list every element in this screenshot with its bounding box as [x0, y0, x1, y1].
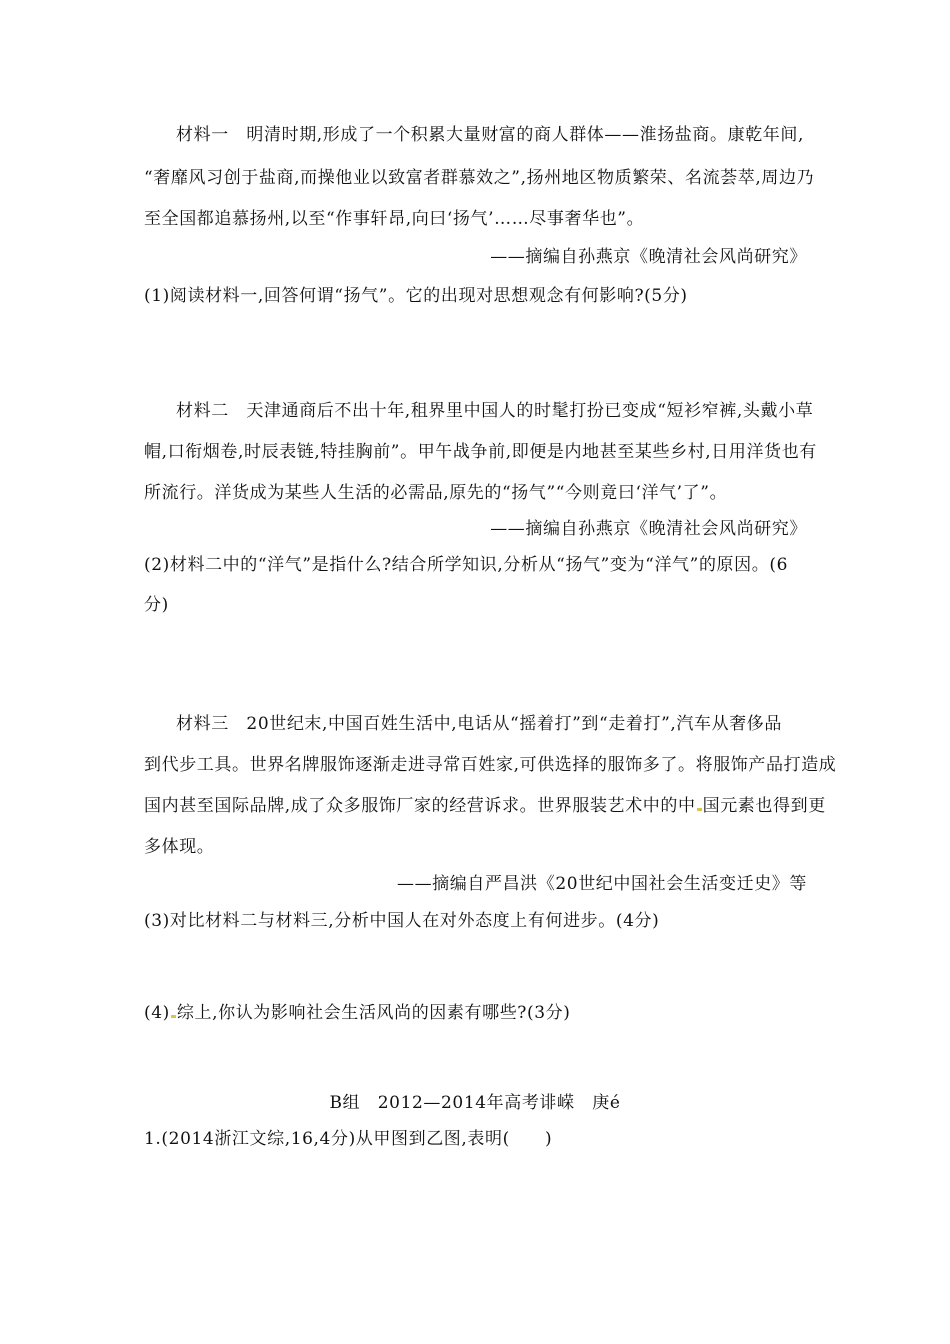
material2-line3: 所流行。洋货成为某些人生活的必需品,原先的“扬气”“今则竟曰‘洋气’了”。: [144, 483, 728, 503]
question3: (3)对比材料二与材料三,分析中国人在对外态度上有何进步。(4分): [144, 911, 660, 931]
material3-line1: 材料三 20世纪末,中国百姓生活中,电话从“摇着打”到“走着打”,汽车从奢侈品: [176, 714, 783, 734]
material3-source: ——摘编自严昌洪《20世纪中国社会生活变迁史》等: [396, 874, 807, 894]
material1-source: ——摘编自孙燕京《晚清社会风尚研究》: [490, 247, 807, 267]
material3-line2: 到代步工具。世界名牌服饰逐渐走进寻常百姓家,可供选择的服饰多了。将服饰产品打造成: [144, 755, 837, 775]
highlight-mark: [171, 1015, 176, 1018]
highlight-mark: [697, 808, 702, 811]
section-b-heading: B组 2012—2014年高考诽嵘 庚é: [329, 1093, 621, 1113]
material3-line3-part1: 国内甚至国际品牌,成了众多服饰厂家的经营诉求。世界服装艺术中的中: [144, 796, 696, 816]
material2-line2: 帽,口衔烟卷,时辰表链,特挂胸前”。甲午战争前,即便是内地甚至某些乡村,日用洋货也有: [144, 442, 817, 462]
question4: [144, 1002, 571, 1024]
question1: (1)阅读材料一,回答何谓“扬气”。它的出现对思想观念有何影响?(5分): [144, 286, 688, 306]
material3-line3-part2: 国元素也得到更: [702, 796, 826, 816]
material2-source: ——摘编自孙燕京《晚清社会风尚研究》: [490, 519, 807, 539]
material1-line2: “奢靡风习创于盐商,而操他业以致富者群慕效之”,扬州地区物质繁荣、名流荟萃,周边乃: [144, 168, 815, 188]
material2-line1: 材料二 天津通商后不出十年,租界里中国人的时髦打扮已变成“短衫窄裤,头戴小草: [176, 401, 814, 421]
question2-line2: 分): [144, 595, 169, 615]
material3-line4: 多体现。: [144, 837, 215, 857]
question4-text: 综上,你认为影响社会生活风尚的因素有哪些?(3分): [176, 1003, 571, 1023]
material3-line3: [144, 795, 826, 817]
material1-line1: 材料一 明清时期,形成了一个积累大量财富的商人群体——淮扬盐商。康乾年间,: [176, 125, 805, 145]
question4-number: (4): [144, 1003, 170, 1023]
item1-question: 1.(2014浙江文综,16,4分)从甲图到乙图,表明( ): [144, 1129, 553, 1149]
question2-line1: (2)材料二中的“洋气”是指什么?结合所学知识,分析从“扬气”变为“洋气”的原因。(6: [144, 555, 788, 575]
material1-line3: 至全国都追慕扬州,以至“作事轩昂,向曰‘扬气’……尽事奢华也”。: [144, 209, 645, 229]
